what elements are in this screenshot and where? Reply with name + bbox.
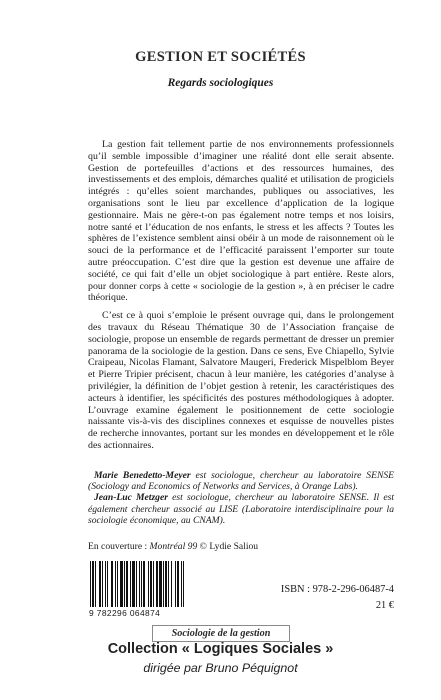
book-title: GESTION ET SOCIÉTÉS	[135, 49, 306, 65]
author-bios	[88, 470, 394, 526]
barcode-bar	[148, 561, 149, 607]
series-name: Sociologie de la gestion	[152, 625, 290, 642]
barcode-bar	[143, 561, 145, 607]
barcode-bar	[175, 561, 176, 607]
barcode-bar	[99, 561, 101, 607]
barcode-bar	[163, 561, 164, 607]
cover-artwork-title: Montréal 99	[149, 541, 198, 552]
barcode-bar	[171, 561, 172, 607]
barcode-bar	[117, 561, 118, 607]
summary-paragraph: C’est ce à quoi s’emploie le présent ouvrage qui, dans le prolongement des travaux du Réseau Thématique 30 de l’Association française de sociologie, propose un ensemble de regards permettant de dresser un premier panorama de la sociologie de la gestion. Dans ce sens, Eve Chiapello, Sylvie Craipeau, Nicolas Flamant, Salvatore Maugeri, Frederick Mispelblom Beyer et Pierre Tripier précisent, chacun à leur manière, les catégories d’analyse à privilégier, la définition de l’objet gestion à retenir, les caractéristiques des acteurs à identifier, les spécificités des postures méthodologiques à adopter. L’ouvrage examine également le positionnement de cette sociologie naissante vis-à-vis des disciplines connexes et esquisse de nouvelles pistes de recherche innovantes, portant sur les mondes en développement et le rôle des actionnaires.	[88, 310, 394, 451]
barcode-bar	[139, 561, 140, 607]
barcode-bar	[95, 561, 96, 607]
author-name: Marie Benedetto-Meyer	[94, 470, 191, 481]
barcode-bar	[115, 561, 116, 607]
barcode-bar	[156, 561, 158, 607]
author-description: est sociologue, chercheur au laboratoire SENSE. Il est également chercheur associé au LISE (Laboratoire interdisciplinaire pour la sociologie économique, au CNAM).	[88, 492, 394, 526]
barcode-bar	[141, 561, 142, 607]
barcode-bar	[111, 561, 113, 607]
barcode	[88, 561, 218, 618]
barcode-bar	[177, 561, 179, 607]
cover-credit-prefix: En couverture :	[88, 541, 150, 552]
author-bio	[88, 492, 394, 526]
barcode-bar	[130, 561, 131, 607]
summary-text	[88, 139, 394, 452]
barcode-bar	[159, 561, 162, 607]
isbn: ISBN : 978-2-296-06487-4	[280, 584, 394, 595]
barcode-bar	[132, 561, 135, 607]
barcode-bar	[150, 561, 152, 607]
barcode-bar	[90, 561, 91, 607]
ean13-barcode-icon	[88, 561, 216, 607]
price: 21 €	[375, 600, 394, 611]
barcode-bar	[107, 561, 108, 607]
author-name: Jean-Luc Metzger	[94, 492, 168, 504]
barcode-bar	[120, 561, 123, 607]
barcode-bar	[92, 561, 94, 607]
collection-name: Collection « Logiques Sociales »	[107, 641, 334, 657]
barcode-bar	[165, 561, 167, 607]
barcode-bar	[124, 561, 125, 607]
barcode-bar	[181, 561, 182, 607]
barcode-bar	[153, 561, 154, 607]
book-subtitle: Regards sociologiques	[167, 77, 274, 89]
cover-photographer: © Lydie Saliou	[197, 541, 259, 552]
barcode-bar	[183, 561, 184, 607]
barcode-bar	[126, 561, 128, 607]
barcode-bar	[168, 561, 169, 607]
barcode-digits: 9 782296 064874	[89, 608, 161, 618]
barcode-bar	[136, 561, 137, 607]
cover-credit	[88, 541, 258, 552]
summary-paragraph: La gestion fait tellement partie de nos environnements professionnels qu’il semble impossible d’imaginer une réalité dont elle serait absente. Gestion de portefeuilles d’actions et des ressources humaines, des investissements et des emplois, démarches qualité et utilisation de progiciels intégrés : qu’elles soient marchandes, publiques ou associatives, les organisations sont le lieu par excellence d’application de la logique gestionnaire. Mais ne gère-t-on pas également notre temps et nos loisirs, notre santé et l’éducation de nos enfants, le stress et les affects ? Toutes les sphères de l’existence semblent ainsi obéir à un mode de raisonnement où le souci de la performance et de l’efficacité paraissent l’emporter sur toute autre préoccupation. C’est dire que la gestion est devenue une affaire de société, ce qui fait d’elle un objet sociologique à part entière. Reste alors, pour donner corps à cette « sociologie de la gestion », à en préciser le cadre théorique.	[88, 139, 394, 304]
barcode-bar	[102, 561, 103, 607]
series-director: dirigée par Bruno Péquignot	[143, 661, 298, 675]
author-bio	[88, 470, 394, 492]
author-description: est sociologue, chercheur au laboratoire SENSE (Sociology and Economics of Networks and Services, à Orange Labs).	[88, 470, 394, 493]
barcode-bar	[105, 561, 106, 607]
